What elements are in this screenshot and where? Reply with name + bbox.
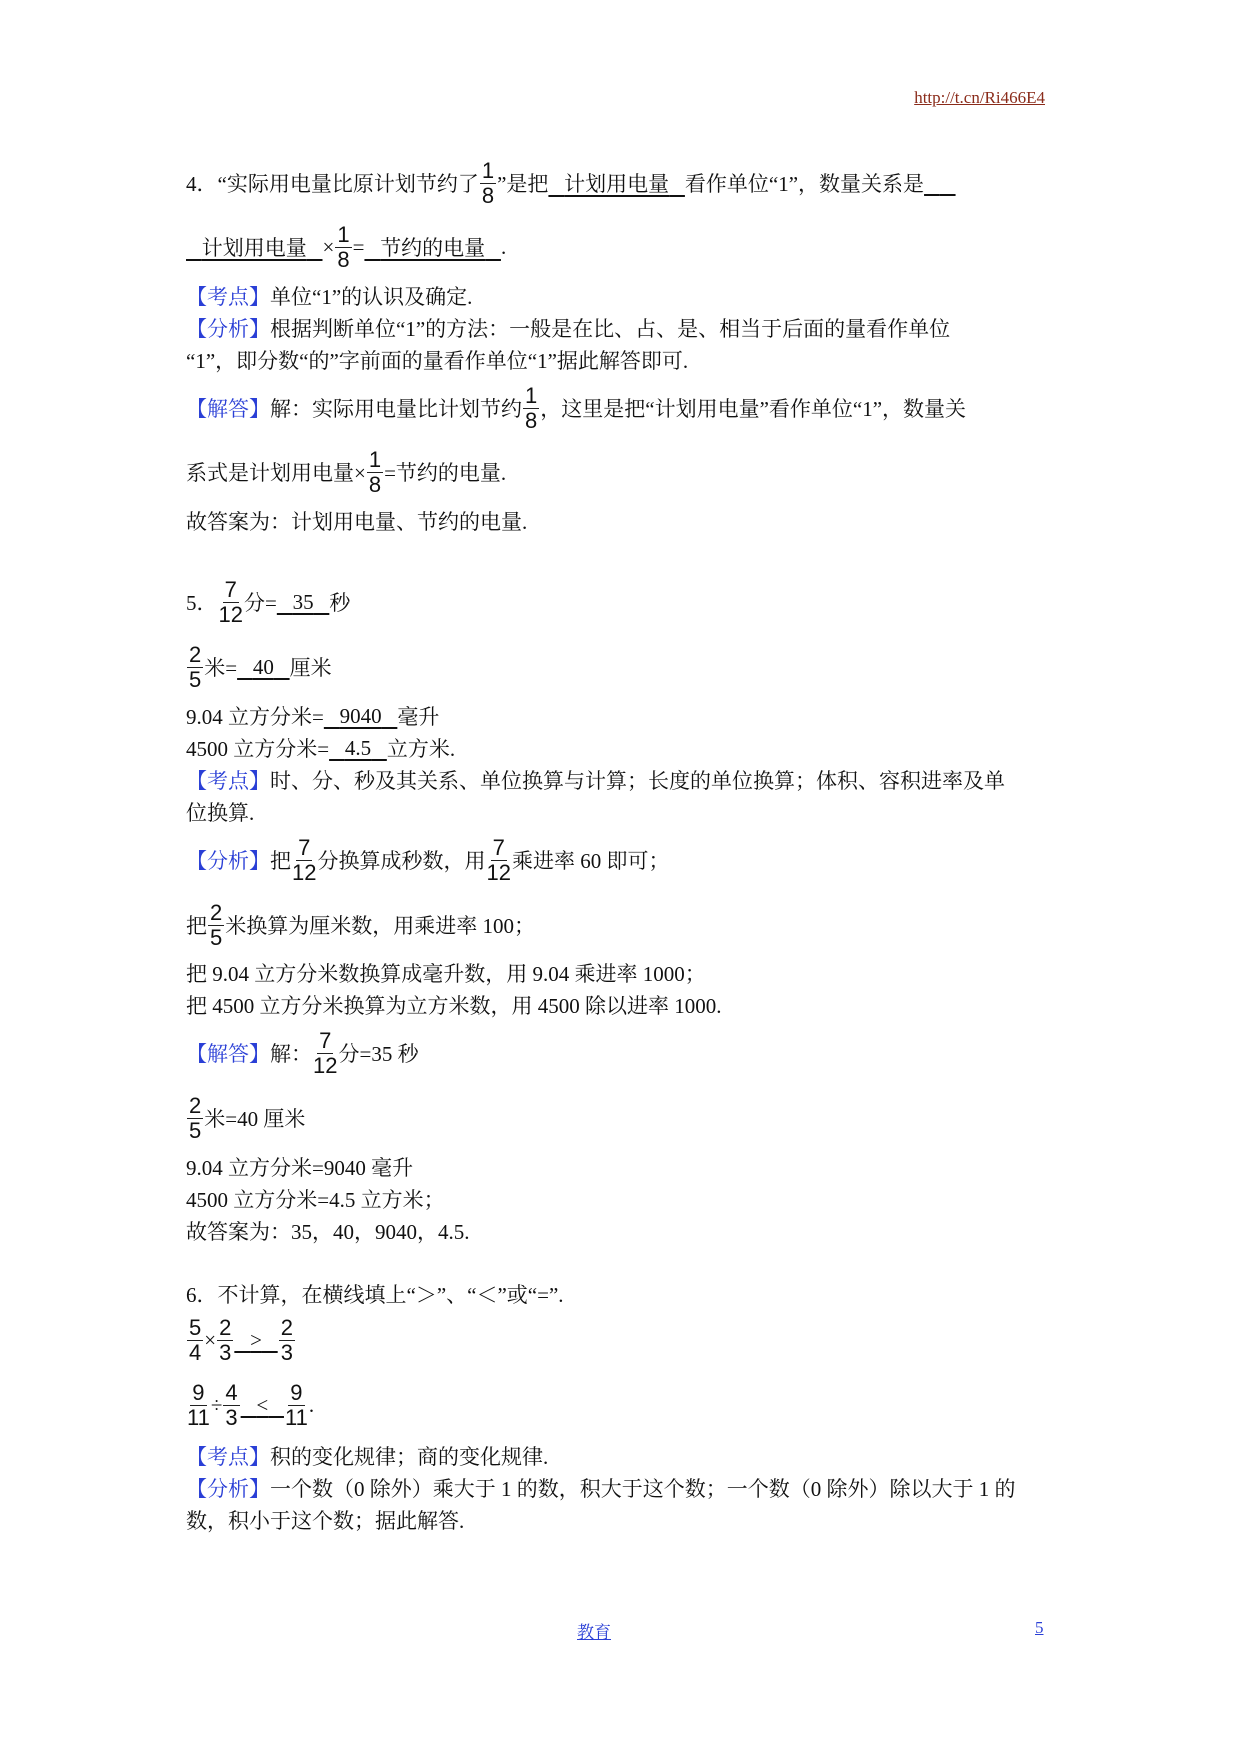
fraction-numerator: 9 bbox=[192, 1379, 205, 1405]
fraction bbox=[219, 578, 243, 627]
answer-blank: 9040 bbox=[339, 703, 382, 728]
text-line bbox=[186, 1314, 296, 1365]
text: 时、分、秒及其关系、单位换算与计算；长度的单位换算；体积、容积进率及单 bbox=[270, 769, 1005, 793]
text: 4．“实际用电量比原计划节约了 bbox=[186, 172, 479, 196]
fraction bbox=[187, 1316, 203, 1365]
text: 看作单位“1”，数量关系是 bbox=[684, 172, 925, 196]
text: 根据判断单位“1”的方法：一般是在比、占、是、相当于后面的量看作单位 bbox=[270, 317, 951, 341]
fraction-denominator: 5 bbox=[189, 1117, 202, 1143]
fraction-numerator: 1 bbox=[337, 221, 350, 247]
fraction-numerator: 7 bbox=[224, 576, 237, 602]
text: =节约的电量. bbox=[384, 461, 507, 485]
text: 把 9.04 立方分米数换算成毫升数，用 9.04 乘进率 1000； bbox=[186, 962, 706, 986]
answer-blank: 计划用电量 bbox=[564, 172, 670, 196]
answer-blank: 计划用电量 bbox=[201, 236, 307, 260]
page-number[interactable]: 5 bbox=[1035, 1618, 1044, 1637]
text: 厘米 bbox=[289, 656, 332, 680]
answer-blank: < bbox=[256, 1392, 269, 1417]
text: 故答案为：35，40，9040，4.5. bbox=[186, 1220, 470, 1244]
text: . bbox=[308, 1392, 315, 1417]
text-line bbox=[186, 446, 507, 497]
text: 9.04 立方分米=9040 毫升 bbox=[186, 1156, 414, 1180]
text-line bbox=[186, 1274, 564, 1314]
text: × bbox=[204, 1327, 217, 1352]
fraction bbox=[335, 223, 351, 272]
fraction-denominator: 8 bbox=[525, 407, 538, 433]
answer-blank: 35 bbox=[292, 589, 314, 614]
text-line bbox=[186, 760, 1005, 800]
fraction-numerator: 2 bbox=[210, 899, 223, 925]
fraction-denominator: 5 bbox=[210, 924, 223, 950]
text-line bbox=[186, 1379, 315, 1430]
text: 分换算成秒数，用 bbox=[317, 849, 486, 873]
text: 把 4500 立方分米换算为立方米数，用 4500 除以进率 1000. bbox=[186, 994, 722, 1018]
text: 米=40 厘米 bbox=[204, 1107, 306, 1131]
text: 4500 立方分米=4.5 立方米； bbox=[186, 1188, 445, 1212]
text: 秒 bbox=[329, 591, 351, 615]
fraction bbox=[208, 901, 224, 950]
fraction-denominator: 3 bbox=[280, 1339, 293, 1365]
text: 米= bbox=[204, 656, 238, 680]
fraction-numerator: 2 bbox=[189, 641, 202, 667]
fraction-numerator: 2 bbox=[189, 1092, 202, 1118]
text: 解： bbox=[270, 1042, 312, 1066]
fraction-denominator: 3 bbox=[225, 1404, 238, 1430]
text-line bbox=[186, 157, 956, 208]
answer-blank: 4.5 bbox=[344, 735, 372, 760]
text: 故答案为：计划用电量、节约的电量. bbox=[186, 510, 528, 534]
fraction bbox=[187, 643, 203, 692]
section-tag: 【考点】 bbox=[186, 769, 270, 793]
answer-blank: > bbox=[250, 1327, 262, 1352]
text-line bbox=[186, 221, 507, 272]
fraction bbox=[285, 1381, 308, 1430]
fraction-numerator: 7 bbox=[298, 834, 311, 860]
text: 5． bbox=[186, 591, 218, 615]
text: 乘进率 60 即可； bbox=[511, 849, 670, 873]
text-line bbox=[186, 1027, 419, 1078]
fraction bbox=[367, 448, 383, 497]
text-line bbox=[186, 501, 527, 541]
text: 4500 立方分米= bbox=[186, 737, 330, 761]
answer-blank: 节约的电量 bbox=[380, 236, 486, 260]
fraction-denominator: 5 bbox=[189, 666, 202, 692]
section-tag: 【分析】 bbox=[186, 317, 270, 341]
fraction bbox=[187, 1381, 210, 1430]
fraction-numerator: 4 bbox=[225, 1379, 238, 1405]
text-line bbox=[186, 641, 332, 692]
section-tag: 【考点】 bbox=[186, 285, 270, 309]
text-line bbox=[186, 1500, 464, 1540]
text-line bbox=[186, 1211, 470, 1251]
fraction-numerator: 7 bbox=[492, 834, 505, 860]
text: “1”，即分数“的”字前面的量看作单位“1”据此解答即可. bbox=[186, 349, 689, 373]
text-line bbox=[186, 834, 670, 885]
section-tag: 【分析】 bbox=[186, 849, 270, 873]
fraction bbox=[223, 1381, 239, 1430]
fraction-numerator: 1 bbox=[481, 157, 495, 183]
text: 位换算. bbox=[186, 801, 255, 825]
text: 米换算为厘米数，用乘进率 100； bbox=[225, 914, 535, 938]
fraction bbox=[187, 1094, 203, 1143]
text: 单位“1”的认识及确定. bbox=[270, 285, 473, 309]
fraction-numerator: 7 bbox=[319, 1027, 332, 1053]
text-line bbox=[186, 576, 351, 627]
text: 一个数（0 除外）乘大于 1 的数，积大于这个数；一个数（0 除外）除以大于 1 的 bbox=[270, 1477, 1016, 1501]
text: × bbox=[322, 234, 335, 259]
section-tag: 【分析】 bbox=[186, 1477, 270, 1501]
text: 积的变化规律；商的变化规律. bbox=[270, 1445, 549, 1469]
section-tag: 【解答】 bbox=[186, 1042, 270, 1066]
text: 系式是计划用电量× bbox=[186, 461, 366, 485]
fraction-denominator: 12 bbox=[292, 859, 317, 885]
text: . bbox=[500, 234, 507, 259]
fraction-denominator: 11 bbox=[284, 1404, 308, 1430]
fraction-numerator: 9 bbox=[290, 1379, 303, 1405]
text: ，这里是把“计划用电量”看作单位“1”，数量关 bbox=[540, 397, 967, 421]
text-line bbox=[186, 340, 688, 380]
text-line bbox=[186, 1092, 306, 1143]
fraction-denominator: 8 bbox=[337, 246, 350, 272]
answer-blank bbox=[924, 171, 956, 196]
fraction bbox=[279, 1316, 295, 1365]
section-tag: 【解答】 bbox=[186, 397, 270, 421]
fraction-numerator: 5 bbox=[189, 1314, 202, 1340]
text: 立方米. bbox=[386, 737, 456, 761]
fraction-numerator: 1 bbox=[368, 446, 382, 472]
fraction-numerator: 1 bbox=[525, 382, 538, 408]
answer-blank: 40 bbox=[252, 654, 274, 679]
fraction-denominator: 12 bbox=[313, 1052, 338, 1078]
text: 6．不计算，在横线填上“＞”、“＜”或“=”. bbox=[186, 1283, 564, 1307]
text-line bbox=[186, 985, 722, 1025]
fraction-denominator: 8 bbox=[368, 471, 382, 497]
section-tag: 【考点】 bbox=[186, 1445, 270, 1469]
fraction-numerator: 2 bbox=[280, 1314, 293, 1340]
text-line bbox=[186, 792, 254, 832]
fraction bbox=[523, 384, 539, 433]
text: 分=35 秒 bbox=[338, 1042, 419, 1066]
text: 毫升 bbox=[397, 705, 440, 729]
fraction bbox=[292, 836, 316, 885]
fraction-numerator: 2 bbox=[219, 1314, 232, 1340]
fraction-denominator: 8 bbox=[481, 182, 495, 208]
text: 9.04 立方分米= bbox=[186, 705, 324, 729]
fraction bbox=[480, 159, 496, 208]
text: 把 bbox=[186, 914, 207, 938]
text: 解：实际用电量比计划节约 bbox=[270, 397, 522, 421]
text: 分= bbox=[243, 591, 277, 615]
text: 数，积小于这个数；据此解答. bbox=[186, 1509, 465, 1533]
fraction bbox=[217, 1316, 233, 1365]
text: = bbox=[352, 234, 365, 259]
text-line bbox=[186, 382, 967, 433]
fraction bbox=[486, 836, 510, 885]
text: ÷ bbox=[210, 1392, 223, 1417]
fraction-denominator: 4 bbox=[189, 1339, 202, 1365]
fraction-denominator: 12 bbox=[218, 601, 243, 627]
text: 把 bbox=[270, 849, 291, 873]
header-link[interactable]: http://t.cn/Ri466E4 bbox=[914, 88, 1045, 107]
fraction-denominator: 11 bbox=[187, 1404, 210, 1430]
fraction-denominator: 3 bbox=[219, 1339, 232, 1365]
fraction bbox=[313, 1029, 337, 1078]
footer-link[interactable]: 教育 bbox=[577, 1623, 611, 1642]
text-line bbox=[186, 899, 535, 950]
fraction-denominator: 12 bbox=[486, 859, 511, 885]
text: ”是把 bbox=[497, 172, 549, 196]
